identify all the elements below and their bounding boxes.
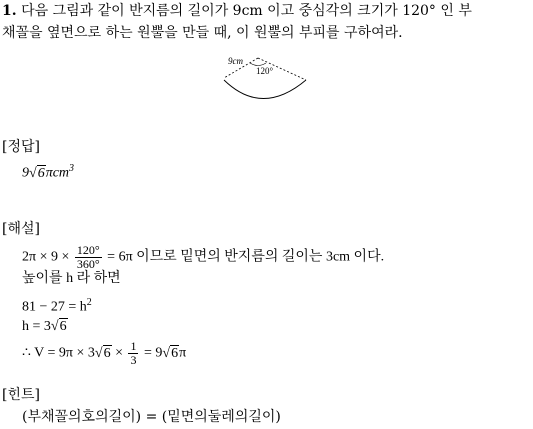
answer-header: [정답] xyxy=(2,139,40,155)
problem-line-1 xyxy=(2,2,472,20)
answer-exponent: 3 xyxy=(69,163,75,174)
answer-unit: πcm xyxy=(45,165,70,181)
explanation-header: [해설] xyxy=(2,221,40,237)
explanation-line-5: ∴ V = 9π × 3√6 × $\frac{1}{3}$ = 9√6π xyxy=(22,339,187,367)
sector-figure xyxy=(220,52,315,107)
explanation-line-4: h = 3√6 xyxy=(22,319,67,334)
angle-label: 120° xyxy=(256,66,274,76)
problem-text-line-1: 다음 그림과 같이 반지름의 길이가 9cm 이고 중심각의 크기가 120° 인 부 xyxy=(21,3,472,19)
sector-arc xyxy=(224,80,306,99)
explanation-line-2: 높이를 h 라 하면 xyxy=(22,271,121,286)
problem-number: 1. xyxy=(2,3,17,19)
answer-sqrt: √6 xyxy=(29,165,45,181)
hint-header: [힌트] xyxy=(2,387,40,403)
answer-coef: 9 xyxy=(22,165,29,181)
fraction-one-third: $\frac{1}{3}$ xyxy=(130,339,137,367)
explanation-line-1: 2π × 9 × $\frac{120^\circ}{360^\circ}$ = 6π 이므로 밑면의 반지름의 길이는 3cm 이다. xyxy=(22,243,385,271)
fraction-angle: $\frac{120^\circ}{360^\circ}$ xyxy=(76,243,100,271)
answer-value xyxy=(22,160,74,183)
hint-text: (부채꼴의호의길이) = (밑면의둘레의길이) xyxy=(22,409,281,425)
problem-text-line-2: 채꼴을 옆면으로 하는 원뿔을 만들 때, 이 원뿔의 부피를 구하여라. xyxy=(2,25,403,41)
radius-label: 9cm xyxy=(228,56,243,66)
explanation-line-3: $81 - 27 = h^2$ xyxy=(22,297,92,315)
